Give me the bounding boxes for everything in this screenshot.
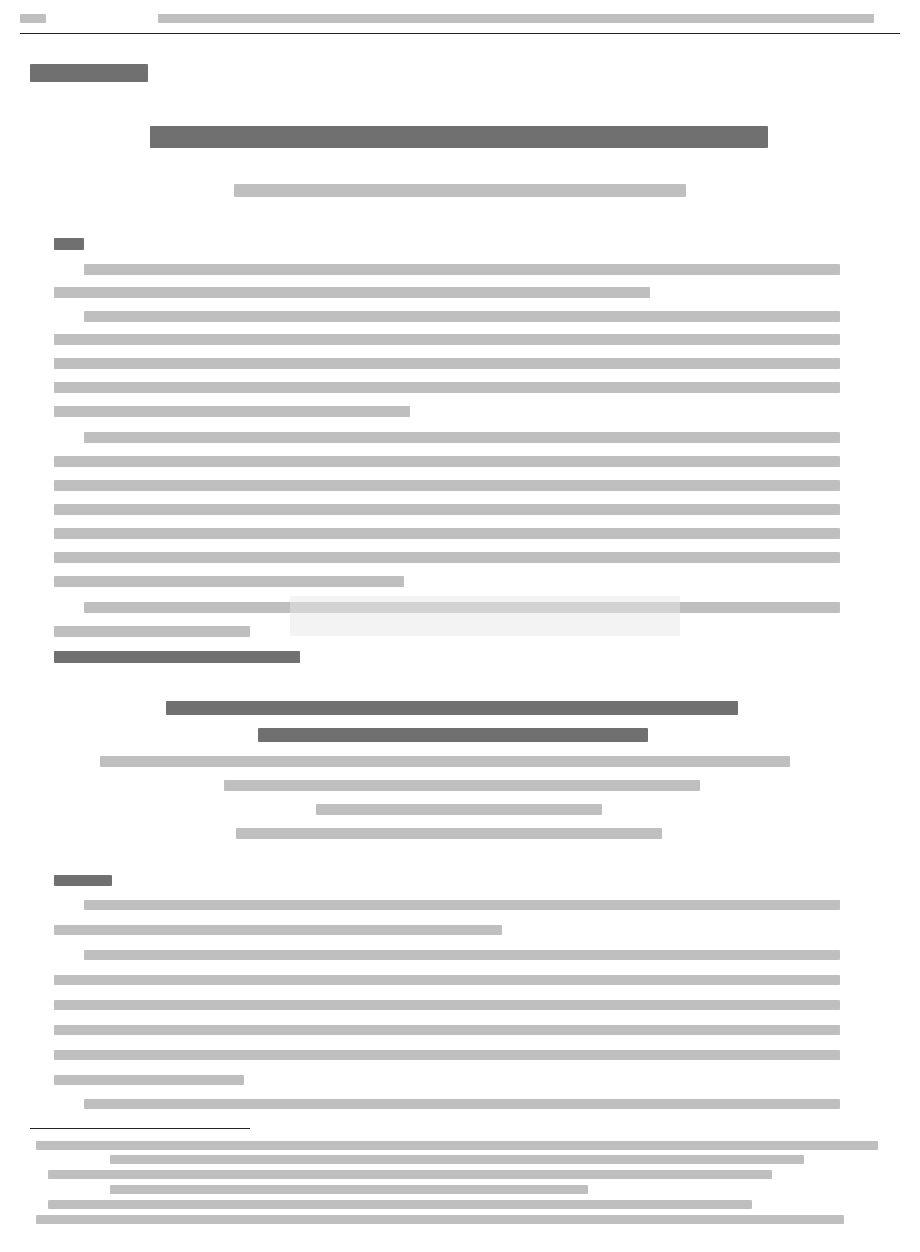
watermark bbox=[290, 596, 680, 636]
section-label bbox=[30, 64, 148, 82]
article-title bbox=[150, 126, 768, 148]
author-line bbox=[234, 184, 686, 197]
abstract-heading bbox=[54, 238, 84, 250]
footnote-rule bbox=[30, 1128, 250, 1129]
